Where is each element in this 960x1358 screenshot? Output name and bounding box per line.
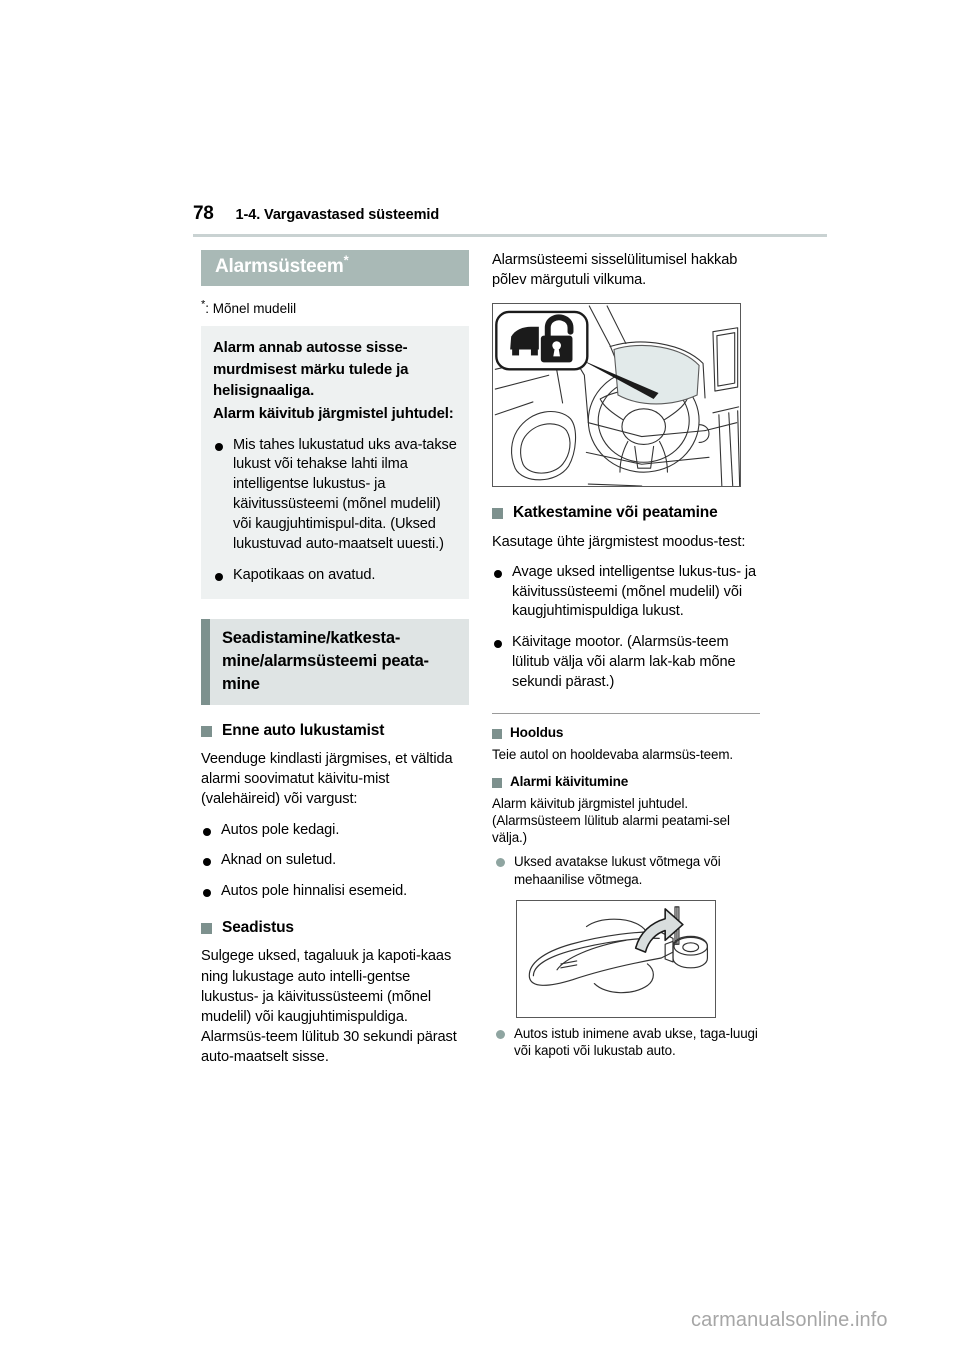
sub-section-heading [201, 619, 469, 705]
page-number: 78 [193, 203, 214, 224]
trigger-body: Alarm käivitub järgmistel juhtudel. (Alarmsüsteem lülitub alarmi peatami-sel välja.) [492, 795, 730, 846]
square-bullet-icon [201, 726, 212, 737]
left-column [201, 250, 469, 1067]
setup-body: Sulgege uksed, tagaluuk ja kapoti-kaas ning lukustage auto intelli-gentse lukustus- ja käivitussüsteemi (mõnel mudelil) või kaugjuhtimispuldiga. Alarmsüs-teem lülitub 30 sekundi pärast auto-maatselt sisse. [201, 948, 457, 1066]
list-item: Kapotikaas on avatud. [213, 566, 457, 586]
info-box-lead-1: Alarm annab autosse sisse-murdmisest märku tulede ja helisignaaliga. [213, 339, 409, 400]
list-item: Mis tahes lukustatud uks ava-takse lukust või tehakse lahti ilma intelligentse lukustus- ja käivitussüsteemi (mõnel mudelil) või kaugjuhtimispul-dita. (Uksed lukustuvad auto-maatselt uuesti.) [213, 436, 457, 555]
watermark: carmanualsonline.info [691, 1309, 888, 1331]
footnote [201, 300, 469, 318]
list-item: Autos pole hinnalisi esemeid. [201, 882, 469, 902]
header-rule [193, 234, 827, 237]
heading-label: Katkestamine või peatamine [513, 504, 718, 522]
list-item: Käivitage mootor. (Alarmsüs-teem lülitub välja või alarm lak-kab mõne sekundi pärast.) [492, 633, 760, 693]
info-box-bullet-list [213, 436, 457, 586]
list-item: Autos pole kedagi. [201, 821, 469, 841]
section-title-superscript: * [343, 252, 349, 268]
heading-setup [201, 918, 469, 937]
info-box-lead-2: Alarm käivitub järgmistel juhtudel: [213, 405, 454, 423]
list-item: Uksed avatakse lukust võtmega või mehaanilise võtmega. [492, 853, 760, 887]
heading-maintenance [492, 725, 760, 742]
heading-cancel [492, 503, 760, 522]
dashboard-indicator-illustration [492, 303, 741, 487]
heading-before-locking [201, 721, 469, 740]
sub-section-heading-text: Seadistamine/katkesta-mine/alarmsüsteemi peata-mine [222, 628, 429, 693]
door-handle-key-illustration [516, 900, 716, 1018]
heading-label: Seadistus [222, 919, 294, 937]
section-title-text: Alarmsüsteem [215, 256, 344, 277]
trigger-bullet-list-2 [492, 1025, 760, 1059]
before-locking-bullet-list [201, 821, 469, 903]
heading-label: Enne auto lukustamist [222, 721, 385, 739]
list-item: Avage uksed intelligentse lukus-tus- ja käivitussüsteemi (mõnel mudelil) või kaugjuhtimispuldiga lukust. [492, 563, 760, 623]
alarm-info-box [201, 326, 469, 598]
footnote-marker: * [201, 298, 206, 311]
running-head [193, 203, 827, 225]
footnote-text: : Mõnel mudelil [205, 300, 297, 316]
section-title-bar [201, 250, 469, 286]
section-divider [492, 713, 760, 714]
right-intro-text: Alarmsüsteemi sisselülitumisel hakkab põlev märgutuli vilkuma. [492, 252, 738, 289]
running-title: 1-4. Vargavastased süsteemid [235, 207, 440, 223]
list-item: Aknad on suletud. [201, 851, 469, 871]
right-column [492, 250, 760, 1059]
square-bullet-icon [492, 729, 502, 739]
heading-label: Hooldus [510, 724, 564, 740]
square-bullet-icon [201, 923, 212, 934]
cancel-body: Kasutage ühte järgmistest moodus-test: [492, 533, 746, 550]
square-bullet-icon [492, 508, 503, 519]
heading-alarm-trigger [492, 774, 760, 791]
trigger-bullet-list-1 [492, 853, 760, 887]
heading-label: Alarmi käivitumine [510, 773, 629, 789]
list-item: Autos istub inimene avab ukse, taga-luugi või kapoti või lukustab auto. [492, 1025, 760, 1059]
square-bullet-icon [492, 778, 502, 788]
cancel-bullet-list [492, 563, 760, 693]
before-locking-body: Veenduge kindlasti järgmises, et vältida alarmi soovimatut käivitu-mist (valehäireid) või vargust: [201, 751, 453, 808]
maintenance-body: Teie autol on hooldevaba alarmsüs-teem. [492, 746, 733, 762]
